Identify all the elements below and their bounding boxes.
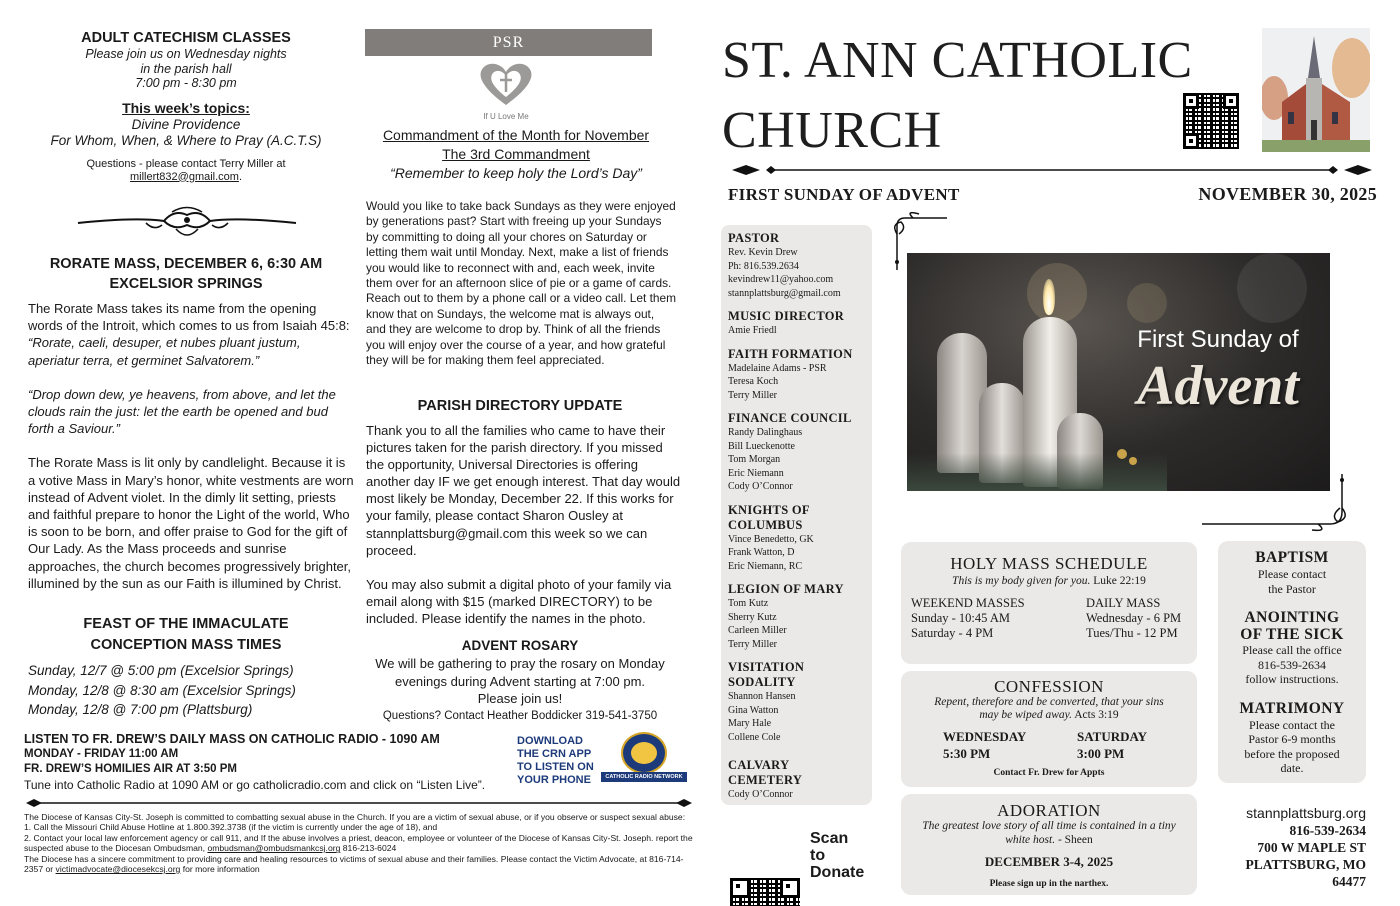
radio-line: LISTEN TO FR. DREW’S DAILY MASS ON CATHOLIC RADIO - 1090 AM <box>24 732 440 746</box>
catechism-email-link[interactable]: millert832@gmail.com <box>129 170 239 183</box>
liturgical-sunday: FIRST SUNDAY OF ADVENT <box>728 185 960 204</box>
staff-member: Shannon Hansen <box>728 691 796 702</box>
staff-member: Eric Niemann, RC <box>728 560 803 572</box>
heading-line: CALVARY <box>728 758 790 772</box>
church-title <box>722 26 1262 166</box>
topics-heading: This week’s topics: <box>122 99 250 116</box>
staff-member: Cody O’Connor <box>728 789 793 800</box>
candle-flame <box>1043 279 1055 315</box>
staff-heading: LEGION OF MARY <box>728 582 844 596</box>
sacrament-heading: ANOINTING <box>1244 609 1340 626</box>
adoration-title: ADORATION <box>997 801 1101 820</box>
address-line: PLATTSBURG, MO <box>1245 857 1366 872</box>
notice-line-end: for more information <box>182 864 260 875</box>
commandment-text: “Remember to keep holy the Lord’s Day” <box>390 165 642 181</box>
sacraments-box <box>1218 541 1366 783</box>
notice-line: 1. Call the Missouri Child Abuse Hotline at 1.800.392.3738 (if the victim is currently under the age of 18), and <box>24 822 438 833</box>
rosary-line: Please join us! <box>477 691 563 706</box>
adoration-quote <box>905 819 1193 847</box>
staff-list <box>728 690 866 744</box>
directory-paragraph: Thank you to all the families who came to have their pictures taken for the parish directory. If you missed the opportunity, Universal Directories is offering another day IF we get enough interest. That day would most likely be Monday, December 22. If this works for your family, please contact Sharon Ousley at stannplattsburg@gmail.com this week so we can proceed. <box>366 423 681 558</box>
website-link[interactable]: stannplattsburg.org <box>1246 805 1366 821</box>
daily-mass <box>1086 596 1181 641</box>
psr-logo-text: If U Love Me <box>483 112 529 121</box>
adoration-note: Please sign up in the narthex. <box>989 879 1109 889</box>
confession-time: 5:30 PM <box>943 745 991 761</box>
crn-logo[interactable] <box>601 732 687 786</box>
quote-line: white host. <box>1005 834 1056 846</box>
radio-line: MONDAY - FRIDAY 11:00 AM <box>24 748 179 760</box>
sacrament-line: Please call the office <box>1242 643 1342 657</box>
church-title-line: ST. ANN CATHOLIC <box>722 32 1193 89</box>
immaculate-title-line: CONCEPTION MASS TIMES <box>90 637 282 653</box>
quote-line: The greatest love story of all time is contained in a tiny <box>922 820 1176 832</box>
staff-member: Eric Niemann <box>728 467 784 479</box>
ombudsman-email-link[interactable]: ombudsman@ombudsmankcsj.org <box>207 843 341 854</box>
staff-heading: FINANCE COUNCIL <box>728 411 852 425</box>
staff-member: Ph: 816.539.2634 <box>728 260 799 272</box>
directory-paragraph: You may also submit a digital photo of your family via email along with $15 (marked DIRECTORY) to be included. Please identify the names in the photo. <box>366 576 672 626</box>
immaculate-title <box>20 614 352 656</box>
quote-line: Repent, therefore and be converted, that your sins <box>934 696 1164 708</box>
staff-heading: MUSIC DIRECTOR <box>728 309 845 323</box>
download-line: THE CRN APP <box>517 748 592 760</box>
mass-quote <box>901 574 1197 588</box>
rorate-paragraph: The Rorate Mass is lit only by candlelight. Because it is a votive Mass in Mary’s honor, white vestments are worn instead of Advent violet. In the dimly lit setting, priests and faithful prepare to honor the Light of the world, Who is soon to be born, and offer praise to God for the gift of Our Lady. As the Mass proceeds and sunrise approaches, the church becomes progressively brighter, illumined by the sun as our Faith is illumined by Christ. <box>28 455 354 591</box>
sacrament-heading: OF THE SICK <box>1240 626 1344 643</box>
rorate-latin: “Rorate, caeli, desuper, et nubes pluant justum, aperiatur terra, et germinet Salvatorem.” <box>28 335 301 368</box>
staff-member: Cody O’Connor <box>728 481 793 492</box>
daily-heading: DAILY MASS <box>1086 596 1161 610</box>
staff-member: Carleen Miller <box>728 625 787 636</box>
mass-time: Tues/Thu - 12 PM <box>1086 626 1178 640</box>
catechism-contact: Questions - please contact Terry Miller at <box>86 157 286 170</box>
weekend-masses <box>911 596 1025 641</box>
staff-list <box>728 362 866 403</box>
sacrament-heading: BAPTISM <box>1255 549 1329 566</box>
staff-list <box>728 533 866 574</box>
staff-member: Tom Morgan <box>728 454 781 465</box>
rosary-section <box>352 637 688 725</box>
notice-line: 2. Contact your local law enforcement agency or call 911, and If the abuse involves a priest, deacon, employee or volunteer of the Diocese of Kansas City-St. Joseph. report the suspected abuse to the Diocesan Ombudsman, <box>24 832 693 854</box>
quote-ref: Acts 3:19 <box>1074 708 1119 721</box>
immaculate-title-line: FEAST OF THE IMMACULATE <box>83 616 289 632</box>
bulletin-date: NOVEMBER 30, 2025 <box>1198 184 1377 204</box>
notice-line: The Diocese has a sincere commitment to providing care and healing resources to victims of sexual abuse and their families. Please contact the Victim Advocate, at 816-714-2357 or <box>24 853 684 875</box>
confession-box <box>901 671 1197 787</box>
scan-to-donate <box>810 830 864 881</box>
header-divider <box>730 161 1374 179</box>
staff-heading <box>728 660 866 690</box>
advent-image <box>907 253 1330 491</box>
rorate-translation: “Drop down dew, ye heavens, from above, and let the clouds rain the just: let the earth be opened and bud forth a Saviour.” <box>28 386 336 437</box>
rorate-title-line: EXCELSIOR SPRINGS <box>109 276 263 292</box>
staff-heading: PASTOR <box>728 231 780 245</box>
mass-time: Sunday - 10:45 AM <box>911 611 1010 625</box>
catechism-email-end: . <box>238 170 243 183</box>
psr-logo <box>477 61 535 121</box>
quote-ref: - Sheen <box>1057 834 1093 846</box>
staff-member: kevindrew11@yahoo.com <box>728 274 834 285</box>
heart-cross-icon <box>477 61 535 107</box>
staff-heading <box>728 503 866 533</box>
staff-member: Bill Lueckenotte <box>728 440 795 452</box>
staff-member: Rev. Kevin Drew <box>728 247 798 258</box>
adoration-dates: DECEMBER 3-4, 2025 <box>984 854 1114 869</box>
commandment-number: The 3rd Commandment <box>442 146 590 162</box>
mass-time: Monday, 12/8 @ 7:00 pm (Plattsburg) <box>28 702 253 717</box>
staff-member: Gina Watton <box>728 704 779 716</box>
footer-divider <box>24 797 694 809</box>
staff-member: Madelaine Adams - PSR <box>728 362 827 374</box>
psr-banner: PSR <box>365 29 652 56</box>
sacrament-line: 816-539-2634 <box>1258 657 1326 672</box>
day-heading: WEDNESDAY <box>943 729 1027 744</box>
safe-environment-notice <box>24 812 698 874</box>
sacrament-line: Please contact the <box>1249 717 1335 732</box>
psr-body: Would you like to take back Sundays as they were enjoyed by generations past? Start with freeing up your Sundays by committing to doing all your chores on Saturday or letting them wait until Monday. Next, make a list of friends you would like to reconnect with and, each week, invite them over for an afternoon slice of pie or a game of cards. Reach out to them by a phone call or a video call. Let them know that on Sundays, the welcome mat is always out, and they are welcome to drop by. Think of all the friends you will enjoy over the course of a year, and how grateful they will be for making them feel appreciated. <box>366 199 676 368</box>
catechism-line: Please join us on Wednesday nights <box>85 47 287 61</box>
mass-schedule-title: HOLY MASS SCHEDULE <box>950 554 1148 573</box>
directory-body <box>366 422 682 627</box>
mass-quote-text: This is my body given for you. <box>952 575 1091 587</box>
heading-line: VISITATION <box>728 660 805 674</box>
rosary-line: evenings during Advent starting at 7:00 pm. <box>394 673 646 689</box>
mass-time: Monday, 12/8 @ 8:30 am (Excelsior Springs) <box>28 682 296 698</box>
donate-line: to <box>810 847 826 864</box>
immaculate-times <box>28 661 354 720</box>
staff-list <box>728 426 866 494</box>
phone: 816-539-2634 <box>1289 823 1366 838</box>
quote-line: may be wiped away. <box>979 708 1072 721</box>
staff-member: Tom Kutz <box>728 598 769 609</box>
rosary-title: ADVENT ROSARY <box>461 638 579 653</box>
catechism-section <box>20 30 352 184</box>
sacrament-line: date. <box>1280 761 1304 775</box>
staff-list <box>728 324 866 338</box>
crn-logo-text: CATHOLIC RADIO NETWORK <box>601 772 687 782</box>
weekend-heading: WEEKEND MASSES <box>911 596 1025 610</box>
rorate-title <box>20 254 352 294</box>
staff-member: Vince Benedetto, GK <box>728 533 814 545</box>
donate-line: Scan <box>810 830 849 847</box>
heading-line: KNIGHTS OF <box>728 502 810 517</box>
confession-quote <box>907 696 1191 721</box>
staff-member: Terry Miller <box>728 638 778 650</box>
mass-time: Sunday, 12/7 @ 5:00 pm (Excelsior Springs) <box>28 663 294 678</box>
radio-line: Tune into Catholic Radio at 1090 AM or go catholicradio.com and click on “Listen Live”. <box>24 778 486 792</box>
church-title-line: CHURCH <box>722 102 942 159</box>
staff-member: Mary Hale <box>728 718 772 729</box>
church-illustration <box>1262 28 1370 152</box>
rorate-body <box>28 300 354 592</box>
day-heading: SATURDAY <box>1077 729 1148 744</box>
staff-member: Teresa Koch <box>728 376 779 387</box>
website-qr-code[interactable] <box>1183 93 1239 149</box>
download-line: DOWNLOAD <box>517 735 583 747</box>
contact-block <box>1206 804 1366 890</box>
staff-member: Terry Miller <box>728 389 778 401</box>
mass-schedule-box <box>901 542 1197 664</box>
ornament-divider <box>76 203 298 243</box>
ombudsman-phone: 816-213-6024 <box>342 843 397 854</box>
address-line: 700 W MAPLE ST <box>1257 840 1366 855</box>
staff-heading: FAITH FORMATION <box>728 346 853 361</box>
staff-heading <box>728 758 866 788</box>
rosary-line: We will be gathering to pray the rosary on Monday <box>375 656 665 671</box>
catechism-title: ADULT CATECHISM CLASSES <box>81 30 291 46</box>
staff-list <box>728 246 866 300</box>
mass-time: Saturday - 4 PM <box>911 626 994 640</box>
download-line: TO LISTEN ON <box>517 761 594 773</box>
staff-member: stannplattsburg@gmail.com <box>728 287 841 299</box>
staff-list <box>728 597 866 651</box>
commandment-title: Commandment of the Month for November <box>382 127 650 143</box>
zip-code: 64477 <box>1332 874 1366 889</box>
staff-member: Frank Watton, D <box>728 547 795 558</box>
heading-line: COLUMBUS <box>728 517 803 532</box>
staff-member: Collene Cole <box>728 731 781 743</box>
staff-member: Amie Friedl <box>728 325 777 336</box>
staff-list <box>728 788 866 802</box>
heading-line: CEMETERY <box>728 773 803 787</box>
confession-wednesday <box>943 729 1026 762</box>
rorate-title-line: RORATE MASS, DECEMBER 6, 6:30 AM <box>49 256 323 272</box>
sacrament-line: follow instructions. <box>1245 672 1339 686</box>
catechism-line: in the parish hall <box>140 61 232 76</box>
advent-image-title: Advent <box>1137 355 1299 417</box>
topic-item: Divine Providence <box>131 116 241 132</box>
sacrament-line: before the proposed <box>1244 746 1340 761</box>
staff-member: Randy Dalinghaus <box>728 427 803 438</box>
radio-section <box>24 731 504 794</box>
staff-sidebar <box>721 225 872 805</box>
staff-member: Sherry Kutz <box>728 611 777 623</box>
crn-download <box>517 735 594 787</box>
confession-saturday <box>1077 729 1147 762</box>
download-line: YOUR PHONE <box>517 774 591 786</box>
catechism-line: 7:00 pm - 8:30 pm <box>135 76 237 90</box>
donate-line: Donate <box>810 864 865 881</box>
sacrament-heading: MATRIMONY <box>1239 699 1345 717</box>
confession-title: CONFESSION <box>994 677 1104 696</box>
confession-time: 3:00 PM <box>1077 745 1125 761</box>
commandment-block <box>360 126 672 183</box>
sacrament-line: Please contact <box>1257 567 1327 581</box>
rorate-paragraph: The Rorate Mass takes its name from the opening words of the Introit, which comes to us from Isaiah 45:8: <box>28 301 350 334</box>
victim-advocate-email-link[interactable]: victimadvocate@diocesekcsj.org <box>55 864 181 875</box>
advent-image-caption: First Sunday of <box>1137 326 1299 353</box>
rosary-contact: Questions? Contact Heather Boddicker 319-541-3750 <box>382 709 658 722</box>
heading-line: SODALITY <box>728 675 796 689</box>
mass-quote-ref: Luke 22:19 <box>1093 575 1146 587</box>
adoration-box <box>901 794 1197 895</box>
mass-time: Wednesday - 6 PM <box>1086 611 1182 625</box>
confession-note: Contact Fr. Drew for Appts <box>993 768 1105 778</box>
sacrament-line: Pastor 6-9 months <box>1248 732 1336 746</box>
donate-qr-code[interactable] <box>730 878 800 906</box>
topic-item: For Whom, When, & Where to Pray (A.C.T.S) <box>50 132 322 148</box>
sacrament-line: the Pastor <box>1268 581 1316 596</box>
notice-line: The Diocese of Kansas City-St. Joseph is committed to combatting sexual abuse in the Church. If you are a victim of sexual abuse, or if you observe or suspect sexual abuse: <box>24 812 686 822</box>
radio-line: FR. DREW’S HOMILIES AIR AT 3:50 PM <box>24 763 237 775</box>
directory-title: PARISH DIRECTORY UPDATE <box>417 398 623 414</box>
